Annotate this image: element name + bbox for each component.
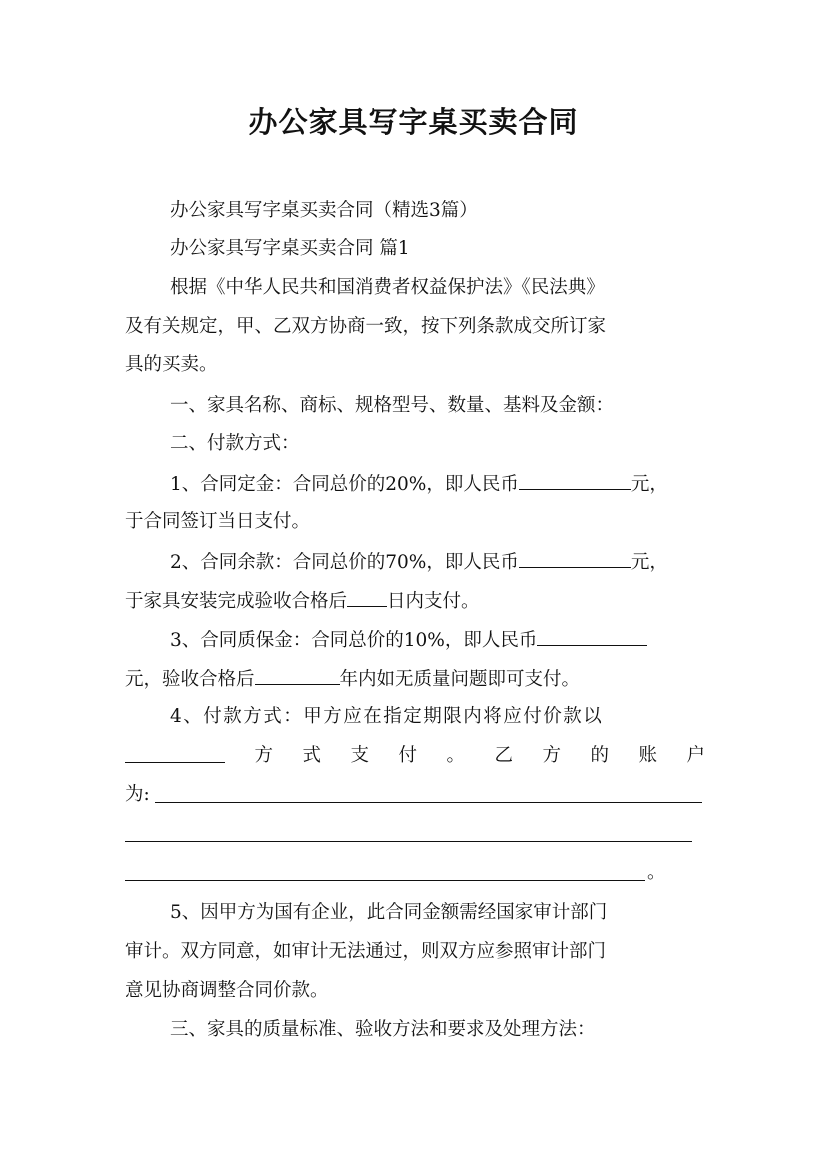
payment-1-text: 1、合同定金：合同总价的20%，即人民币 bbox=[170, 474, 519, 495]
payment-3-line bbox=[170, 625, 705, 655]
method-blank bbox=[125, 742, 225, 763]
payment-3-cont bbox=[125, 664, 705, 694]
payment-2-unit: 元， bbox=[630, 552, 668, 573]
document-title: 办公家具写字桌买卖合同 bbox=[248, 105, 579, 139]
spread-char: 式 bbox=[302, 745, 321, 766]
section-3-heading: 三、家具的质量标准、验收方法和要求及处理方法： bbox=[170, 1019, 596, 1040]
spread-char: 乙 bbox=[494, 745, 513, 766]
amount-blank bbox=[519, 547, 631, 568]
account-blank-3 bbox=[125, 880, 645, 881]
intro-line-1: 根据《中华人民共和国消费者权益保护法》《民法典》 bbox=[170, 277, 605, 298]
payment-2-text: 2、合同余款：合同总价的70%，即人民币 bbox=[170, 552, 519, 573]
spread-char: 方 bbox=[254, 745, 273, 766]
spread-char: 账 bbox=[638, 745, 657, 766]
clause-5-line-3: 意见协商调整合同价款。 bbox=[125, 980, 329, 1001]
payment-2-cont-end: 日内支付。 bbox=[387, 591, 480, 612]
clause-5-line-1: 5、因甲方为国有企业，此合同金额需经国家审计部门 bbox=[170, 902, 608, 923]
intro-line-2: 及有关规定，甲、乙双方协商一致，按下列条款成交所订家 bbox=[125, 316, 607, 337]
payment-3-cont-end: 年内如无质量问题即可支付。 bbox=[339, 669, 581, 690]
intro-line-3: 具的买卖。 bbox=[125, 354, 218, 375]
clause-5-line-2: 审计。双方同意，如审计无法通过，则双方应参照审计部门 bbox=[125, 941, 607, 962]
payment-3-cont-text: 元，验收合格后 bbox=[125, 669, 255, 690]
section-1-heading: 一、家具名称、商标、规格型号、数量、基料及金额： bbox=[170, 395, 615, 416]
spread-char: 支 bbox=[350, 745, 369, 766]
spread-char: 的 bbox=[590, 745, 609, 766]
days-blank bbox=[347, 586, 387, 607]
payment-4-line: 4、付款方式：甲方应在指定期限内将应付价款以 bbox=[170, 706, 604, 727]
payment-1-unit: 元， bbox=[630, 474, 668, 495]
spread-char: 户 bbox=[686, 745, 705, 766]
payment-1-line bbox=[170, 469, 705, 499]
years-blank bbox=[255, 664, 340, 685]
account-blank-2 bbox=[125, 841, 692, 842]
payment-2-cont bbox=[125, 586, 705, 616]
payment-1-cont: 于合同签订当日支付。 bbox=[125, 511, 311, 532]
amount-blank bbox=[537, 625, 647, 646]
spread-char: 付 bbox=[398, 745, 417, 766]
part-heading: 办公家具写字桌买卖合同 篇1 bbox=[170, 238, 410, 259]
subtitle: 办公家具写字桌买卖合同（精选3篇） bbox=[170, 200, 478, 221]
account-label: 为: bbox=[125, 784, 150, 805]
payment-2-cont-text: 于家具安装完成验收合格后 bbox=[125, 591, 348, 612]
spread-char: 方 bbox=[542, 745, 561, 766]
payment-4-spread-line bbox=[125, 742, 705, 770]
payment-3-text: 3、合同质保金：合同总价的10%，即人民币 bbox=[170, 630, 538, 651]
account-end-mark: 。 bbox=[647, 862, 666, 883]
account-blank-1 bbox=[155, 802, 702, 803]
payment-2-line bbox=[170, 547, 705, 577]
amount-blank bbox=[519, 469, 631, 490]
spread-char: 。 bbox=[446, 745, 465, 766]
section-2-heading: 二、付款方式： bbox=[170, 433, 300, 454]
